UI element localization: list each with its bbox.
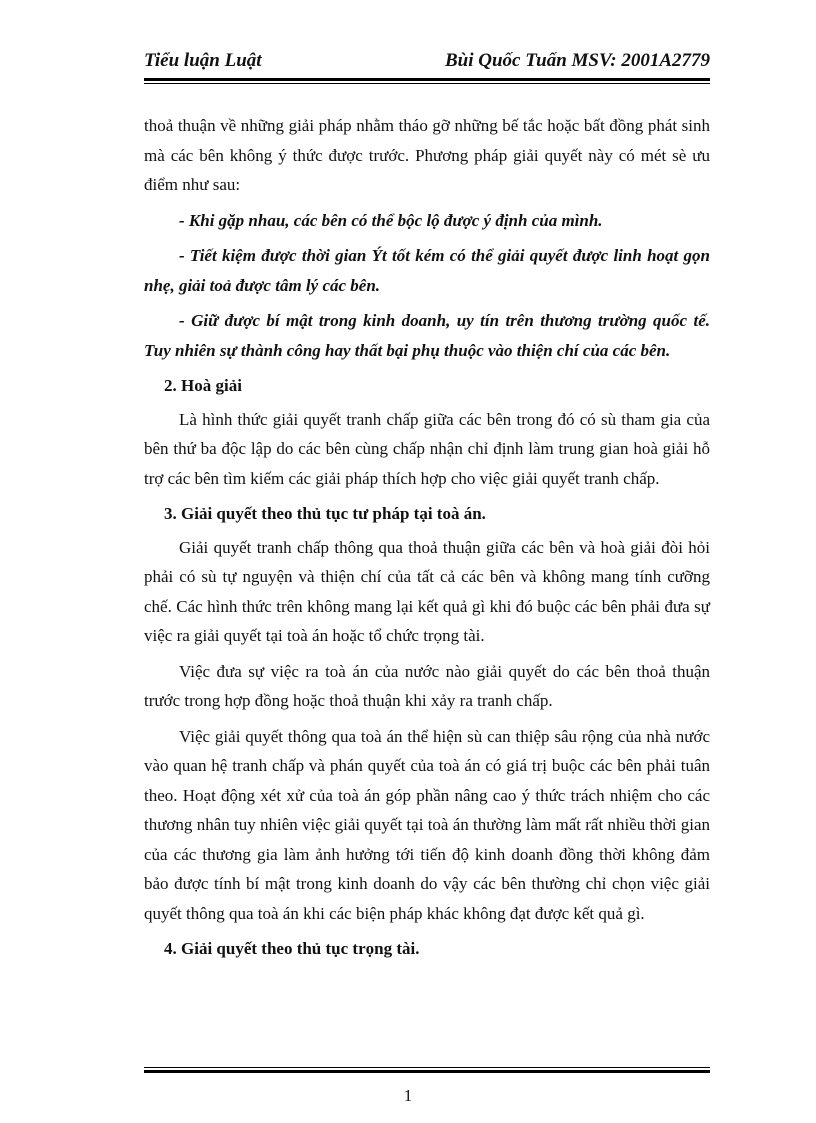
document-body (144, 111, 710, 968)
paragraph: Giải quyết tranh chấp thông qua thoả thuận giữa các bên và hoà giải đòi hỏi phải có sù tự nguyện và thiện chí của tất cả các bên và không mang tính cưỡng chế. Các hình thức trên không mang lại kết quả gì khi đó buộc các bên phải đưa sự việc ra giải quyết tại toà án hoặc tổ chức trọng tài. (144, 537, 710, 645)
paragraph: Việc đưa sự việc ra toà án của nước nào giải quyết do các bên thoả thuận trước trong hợp đồng hoặc thoả thuận khi xảy ra tranh chấp. (144, 661, 710, 710)
footer-rule (144, 1067, 710, 1073)
section-heading: 3. Giải quyết theo thủ tục tư pháp tại toà án. (164, 504, 486, 523)
bullet-item: - Khi gặp nhau, các bên có thể bộc lộ được ý định của mình. (179, 210, 603, 230)
paragraph: Việc giải quyết thông qua toà án thể hiện sù can thiệp sâu rộng của nhà nước vào quan hệ tranh chấp và phán quyết của toà án có giá trị buộc các bên phải tuân theo. Hoạt động xét xử của toà án góp phần nâng cao ý thức trách nhiệm cho các thương nhân tuy nhiên việc giải quyết tại toà án thường làm mất rất nhiều thời gian của các thương gia làm ảnh hưởng tới tiến độ kinh doanh đồng thời không đảm bảo được tính bí mật trong kinh doanh do vậy các bên thường chỉ chọn việc giải quyết thông qua toà án khi các biện pháp khác không đạt được kết quả gì. (144, 726, 710, 923)
bullet-item: - Giữ được bí mật trong kinh doanh, uy tín trên thương trường quốc tế. Tuy nhiên sự thành công hay thất bại phụ thuộc vào thiện chí của các bên. (144, 311, 710, 360)
page-number: 1 (403, 1086, 413, 1105)
section-heading: 4. Giải quyết theo thủ tục trọng tài. (164, 939, 420, 958)
bullet-item: - Tiết kiệm được thời gian Ýt tốt kém có thể giải quyết được linh hoạt gọn nhẹ, giải toả được tâm lý các bên. (144, 246, 710, 295)
header-author: Bùi Quốc Tuấn MSV: 2001A2779 (445, 50, 710, 71)
header-rule (144, 78, 710, 84)
paragraph: thoả thuận về những giải pháp nhằm tháo gỡ những bế tắc hoặc bất đồng phát sinh mà các bên không ý thức được trước. Phương pháp giải quyết này có mét sè ưu điểm như sau: (144, 116, 710, 194)
header-title: Tiểu luận Luật (144, 50, 262, 71)
section-heading: 2. Hoà giải (164, 376, 242, 395)
page-header (144, 50, 710, 74)
paragraph: Là hình thức giải quyết tranh chấp giữa các bên trong đó có sù tham gia của bên thứ ba độc lập do các bên cùng chấp nhận chỉ định làm trung gian hoà giải hỗ trợ các bên tìm kiếm các giải pháp thích hợp cho việc giải quyết tranh chấp. (144, 409, 710, 488)
